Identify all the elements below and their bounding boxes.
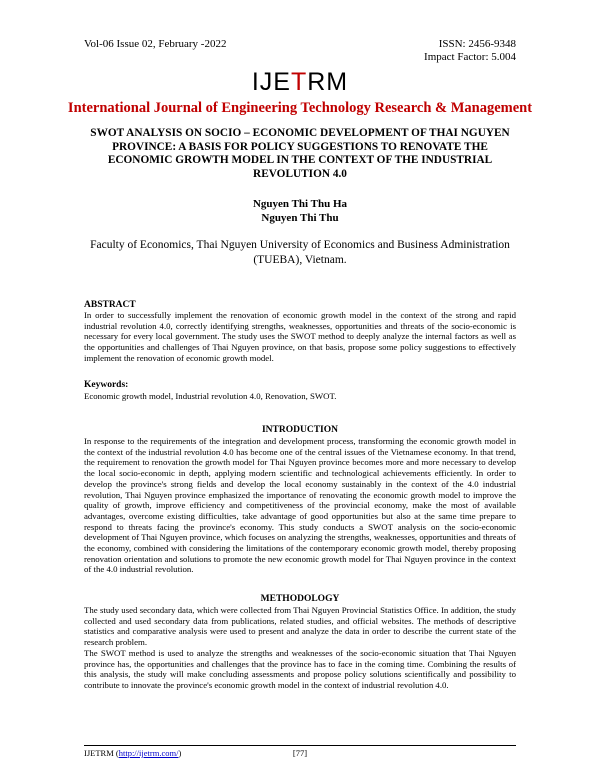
title-line: REVOLUTION 4.0: [253, 167, 347, 180]
logo-text-part3: RM: [307, 68, 349, 96]
footer-label: IJETRM (: [84, 748, 119, 758]
author-name: Nguyen Thi Thu: [261, 211, 339, 224]
footer-link[interactable]: http://ijetrm.com/: [118, 748, 179, 758]
page-number: [77]: [292, 748, 308, 758]
methodology-paragraph: The SWOT method is used to analyze the strengths and weaknesses of the socio-economic situation that Thai Nguyen province has, the opportunities and challenges that the province has to face in the coming time. Combining the results of this analysis, the study will make concluding assessments and propose policy solutions scientifically and possibility to contribute to innovate the province's economic growth model in the context of industrial revolution 4.0.: [84, 647, 516, 690]
journal-logo: [0, 68, 600, 96]
abstract-text: In order to successfully implement the renovation of economic growth model in the context of the strong and rapid industrial revolution 4.0, correctly identifying strengths, weaknesses, opportunities and threats of the socio-economic is necessary for every local government. The study uses the SWOT method to deeply analyze the internal factors as well as the opportunities and challenges of Thai Nguyen province, on that basis, propose some policy suggestions to effectively implement the renovation of economic growth model.: [84, 310, 516, 363]
volume-issue: Vol-06 Issue 02, February -2022: [84, 38, 227, 50]
impact-factor: Impact Factor: 5.004: [424, 51, 516, 63]
abstract-heading: ABSTRACT: [84, 300, 136, 310]
keywords-heading: Keywords:: [84, 380, 129, 390]
affiliation: Faculty of Economics, Thai Nguyen University of Economics and Business Administration (TUEBA), Vietnam.: [90, 239, 510, 266]
title-line: PROVINCE: A BASIS FOR POLICY SUGGESTIONS TO RENOVATE THE: [112, 140, 488, 153]
logo-text-part1: IJE: [251, 68, 291, 96]
introduction-text: In response to the requirements of the integration and development process, transforming the economic growth model in the context of the industrial revolution 4.0 has become one of the central issues of the Vietnamese economy. In that trend, the requirement to renovation the growth model for Thai Nguyen province becomes more and more necessary to develop the local socio-economic in depth, applying modern scientific and technological achievements efficiently. In order to develop the province's strong fields and develop the local economy sustainably in the context of the 4.0 industrial revolution, Thai Nguyen province emphasized the importance of renovating the economic growth model to improve the quality of growth, improve efficiency and competitiveness of the provincial economy, make the most of available advantages, overcome existing difficulties, take advantage of good opportunities but also at the same time prepare to respond to threats facing the province's economy. This study conducts a SWOT analysis on the socio-economic development of Thai Nguyen province, which focuses on analyzing the strengths, weaknesses, opportunities and threats of the economy, combined with considering the limitations of the contemporary economic growth model, thereby proposing renovation orientation and solutions to promote the new economic growth model for Thai Nguyen province in the context of the 4.0 industrial revolution.: [84, 436, 516, 575]
methodology-text: [84, 605, 516, 691]
footer-close: ): [178, 748, 182, 758]
title-line: ECONOMIC GROWTH MODEL IN THE CONTEXT OF THE INDUSTRIAL: [107, 154, 493, 166]
paper-title: [86, 127, 514, 181]
author-name: Nguyen Thi Thu Ha: [252, 198, 348, 210]
title-line: SWOT ANALYSIS ON SOCIO – ECONOMIC DEVELOPMENT OF THAI NGUYEN: [90, 127, 510, 139]
methodology-paragraph: The study used secondary data, which were collected from Thai Nguyen Provincial Statistics Office. In addition, the study collected and used secondary data from publications, related studies, and official websites. The methods of descriptive statistics and comparative analysis were used to present and analyze the data in order to describe the current state of the research problem.: [84, 605, 516, 648]
logo-text-part2: T: [290, 68, 308, 96]
introduction-heading: INTRODUCTION: [261, 425, 338, 435]
footer-divider: [84, 745, 516, 746]
author-list: [0, 198, 600, 225]
issn: ISSN: 2456-9348: [438, 38, 516, 50]
keywords-text: Economic growth model, Industrial revolution 4.0, Renovation, SWOT.: [84, 391, 337, 401]
journal-name: International Journal of Engineering Technology Research & Management: [67, 100, 533, 116]
methodology-heading: METHODOLOGY: [260, 594, 340, 604]
